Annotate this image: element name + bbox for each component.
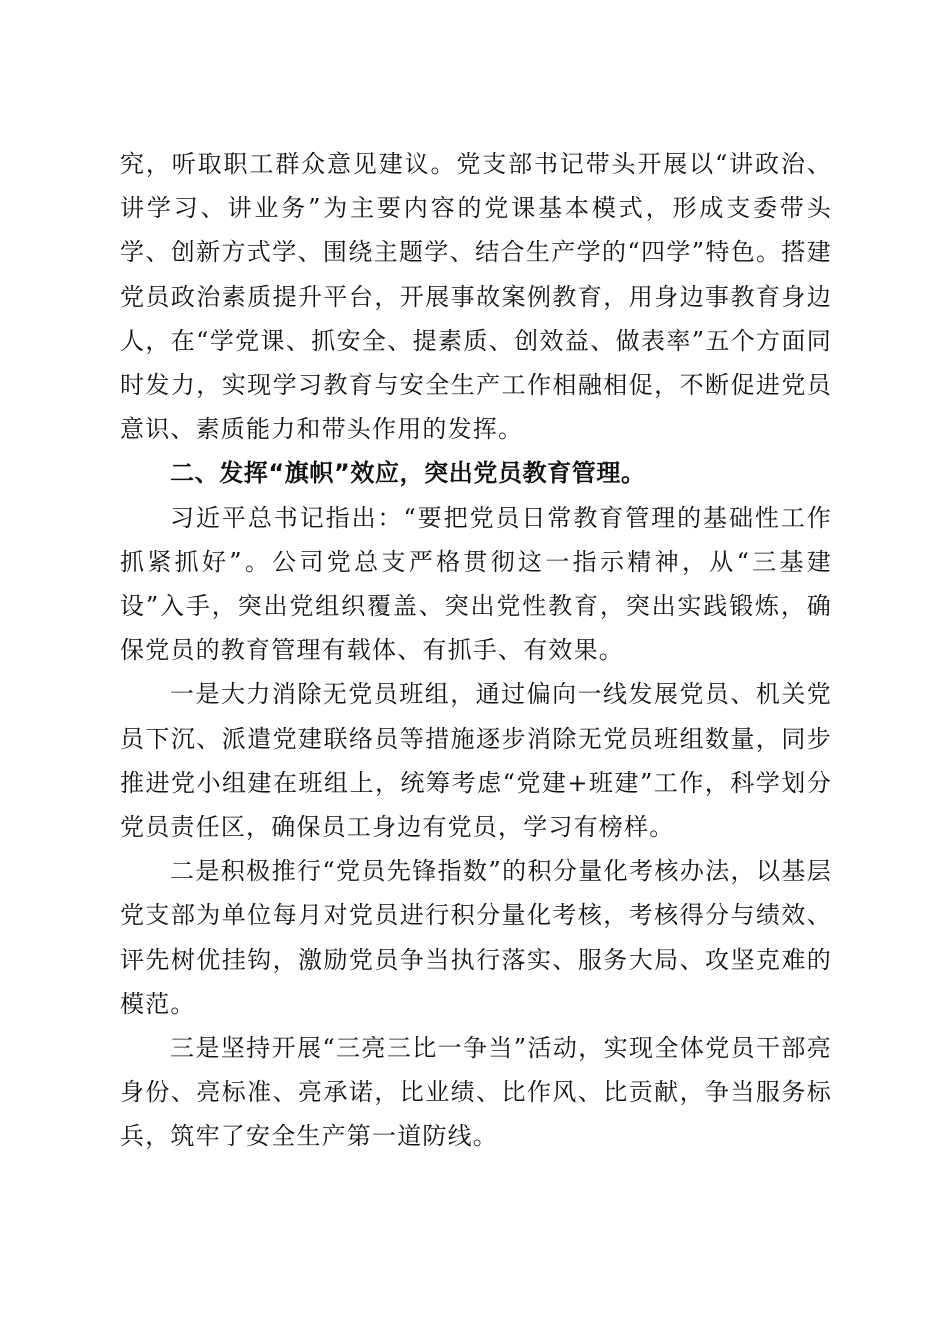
paragraph-continuation: 究，听取职工群众意见建议。党支部书记带头开展以“讲政治、讲学习、讲业务”为主要内容的党课基本模式，形成支委带头学、创新方式学、围绕主题学、结合生产学的“四学”特色。搭建党员政治素质提升平台，开展事故案例教育，用身边事教育身边人，在“学党课、抓安全、提素质、创效益、做表率”五个方面同时发力，实现学习教育与安全生产工作相融相促，不断促进党员意识、素质能力和带头作用的发挥。 (120, 150, 832, 444)
paragraph-point-one: 一是大力消除无党员班组，通过偏向一线发展党员、机关党员下沉、派遣党建联络员等措施逐步消除无党员班组数量，同步推进党小组建在班组上，统筹考虑“党建+班建”工作，科学划分党员责任区，确保员工身边有党员，学习有榜样。 (120, 680, 832, 842)
paragraph-point-three: 三是坚持开展“三亮三比一争当”活动，实现全体党员干部亮身份、亮标准、亮承诺，比业绩、比作风、比贡献，争当服务标兵，筑牢了安全生产第一道防线。 (120, 1034, 832, 1151)
paragraph-point-two: 二是积极推行“党员先锋指数”的积分量化考核办法，以基层党支部为单位每月对党员进行积分量化考核，考核得分与绩效、评先树优挂钩，激励党员争当执行落实、服务大局、攻坚克难的模范。 (120, 857, 832, 1018)
section-heading: 二、发挥“旗帜”效应，突出党员教育管理。 (170, 459, 646, 488)
document-body (120, 142, 832, 1159)
paragraph-quote: 习近平总书记指出：“要把党员日常教育管理的基础性工作抓紧抓好”。公司党总支严格贯彻这一指示精神，从“三基建设”入手，突出党组织覆盖、突出党性教育，突出实践锻炼，确保党员的教育管理有载体、有抓手、有效果。 (120, 503, 832, 665)
